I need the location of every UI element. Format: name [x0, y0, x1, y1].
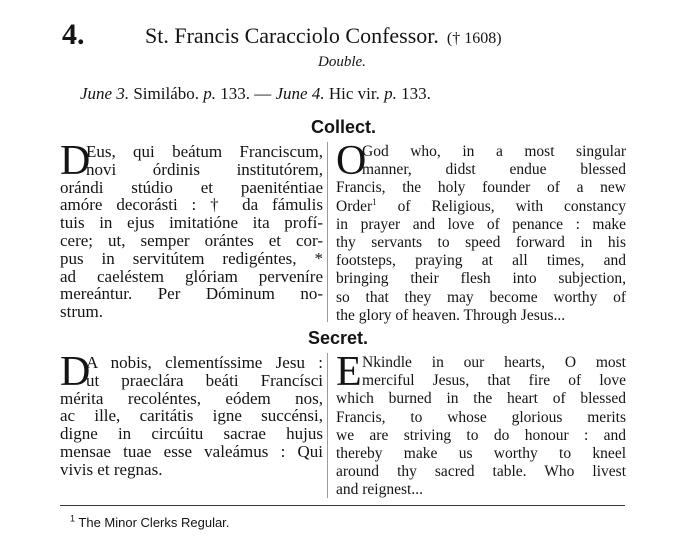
- text-line: mensae tuae esse valeámus : Qui: [60, 441, 323, 461]
- ref-page-2: 133.: [401, 84, 431, 103]
- ref-page-label-2: p.: [384, 84, 397, 103]
- footnote-rule: [60, 505, 625, 506]
- text-line: orándi stúdio et paeniténtiae: [60, 177, 323, 197]
- text-line: vivis et regnas.: [60, 459, 163, 479]
- secret-heading: Secret.: [308, 328, 369, 348]
- order-word: Order: [336, 197, 373, 215]
- footnote-ref: 1: [372, 196, 377, 207]
- drop-cap: E: [336, 349, 362, 395]
- feast-title-text: St. Francis Caracciolo Confessor.: [145, 23, 439, 48]
- text-line: Nkindle in our hearts, O most: [362, 354, 626, 371]
- text-line: pus in servitútem redigéntes, *: [60, 248, 323, 268]
- text-line: we are striving to do honour : and: [336, 426, 626, 444]
- ref-text-2: Hic vir.: [328, 84, 380, 103]
- feast-rank: Double.: [318, 54, 366, 70]
- drop-cap: D: [60, 138, 91, 184]
- text-line: which burned in the heart of blessed: [336, 390, 626, 408]
- text-line: Francis, the holy founder of a new: [336, 179, 626, 197]
- ref-date-1: June 3.: [80, 84, 130, 103]
- text-line: tuis in ejus imitatióne ita profí-: [60, 213, 323, 233]
- text-line: thereby make us worthy to kneel: [336, 444, 626, 462]
- secret-english: [336, 349, 626, 500]
- ref-page-1: 133. —: [220, 84, 272, 103]
- ref-text-1: Similábo.: [133, 84, 199, 103]
- text-line: digne in circúitu sacrae hujus: [60, 424, 323, 444]
- order-rest: of Religious, with constancy: [397, 197, 626, 215]
- text-line: and reignest...: [336, 481, 423, 499]
- text-line: ut praeclára beáti Francísci: [86, 370, 323, 390]
- collect-heading: Collect.: [311, 117, 377, 137]
- collect-english: [336, 138, 626, 325]
- references-line: [80, 84, 431, 104]
- text-line: around thy sacred table. Who livest: [336, 463, 626, 481]
- text-line: strum.: [60, 302, 103, 322]
- text-line: ac ille, caritátis igne succénsi,: [60, 406, 323, 426]
- secret-latin: [60, 349, 323, 479]
- text-line: footsteps, praying at all times, and: [336, 252, 626, 270]
- text-line: amóre decorásti : † da fámulis: [60, 195, 323, 215]
- text-line: bringing their flesh into subjection,: [336, 270, 626, 288]
- text-line: manner, didst endue blessed: [362, 161, 626, 179]
- collect-latin: [60, 138, 323, 322]
- ref-page-label-1: p.: [203, 84, 216, 103]
- text-line: [336, 198, 626, 216]
- feast-title: [145, 23, 502, 49]
- text-line: cere; ut, semper orántes et cor-: [60, 230, 323, 250]
- drop-cap: D: [60, 349, 91, 395]
- footnote-marker: 1: [70, 513, 76, 524]
- footnote: [70, 515, 229, 530]
- death-year: († 1608): [446, 30, 502, 47]
- text-line: the glory of heaven. Through Jesus...: [336, 306, 566, 324]
- text-line: merciful Jesus, that fire of love: [362, 372, 626, 390]
- text-line: mérita recoléntes, eódem nos,: [60, 388, 323, 408]
- text-line: novi órdinis institutórem,: [86, 159, 323, 179]
- text-line: in prayer and love of penance : make: [336, 215, 626, 233]
- column-divider: [327, 353, 328, 498]
- text-line: Francis, to whose glorious merits: [336, 408, 626, 426]
- text-line: A nobis, clementíssime Jesu :: [86, 353, 323, 372]
- text-line: mereántur. Per Dóminum no-: [60, 284, 323, 304]
- text-line: Eus, qui beátum Franciscum,: [86, 142, 323, 161]
- text-line: ad caeléstem glóriam perveníre: [60, 266, 323, 286]
- ref-date-2: June 4.: [275, 84, 325, 103]
- drop-cap: O: [336, 138, 367, 184]
- section-number: 4.: [62, 18, 85, 51]
- text-line: thy servants to speed forward in his: [336, 233, 626, 251]
- column-divider: [327, 142, 328, 322]
- text-line: so that they may become worthy of: [336, 288, 626, 306]
- text-line: God who, in a most singular: [362, 143, 626, 160]
- footnote-text: The Minor Clerks Regular.: [78, 515, 230, 530]
